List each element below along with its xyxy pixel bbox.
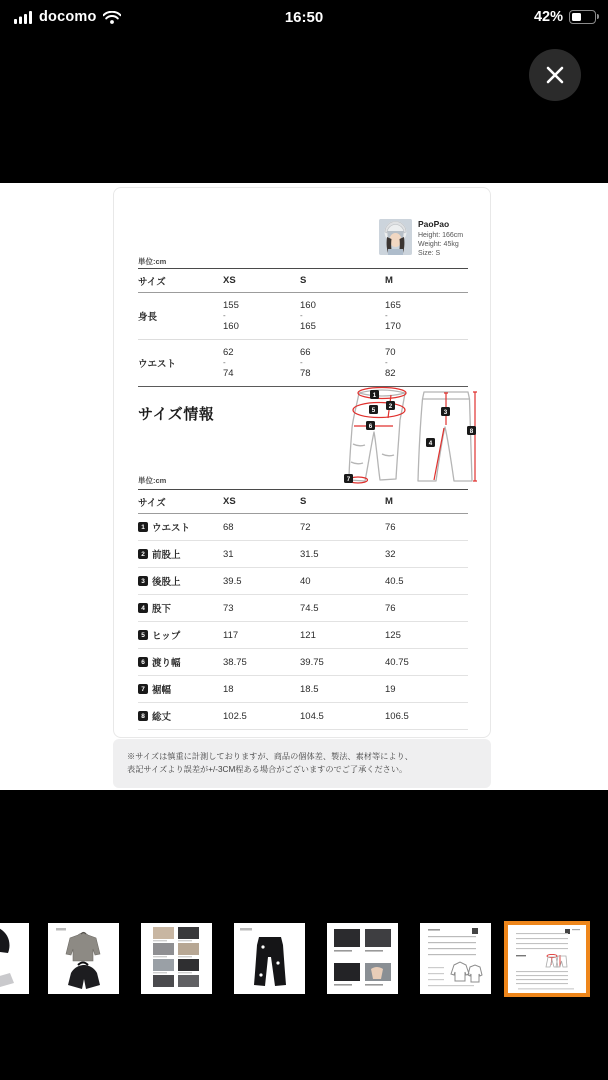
unit-label: 単位:cm	[138, 257, 167, 266]
row-number-badge: 7	[138, 684, 148, 694]
pants-measurement-diagram	[342, 384, 482, 490]
table-row: 3 後股上 39.5 40 40.5	[138, 568, 468, 595]
garment-size-table	[138, 489, 468, 730]
col-size: サイズ	[138, 276, 166, 288]
col-s: S	[300, 496, 307, 507]
carrier-label: docomo	[39, 9, 97, 25]
row-number-badge: 4	[138, 603, 148, 613]
badge-2: 2	[388, 402, 393, 410]
thumbnail-pants-size-chart-selected[interactable]	[504, 921, 590, 997]
table-row: 4 股下 73 74.5 76	[138, 595, 468, 622]
col-s: S	[300, 275, 307, 286]
row-number-badge: 1	[138, 522, 148, 532]
row-number-badge: 5	[138, 630, 148, 640]
thumbnail-detail-grid[interactable]	[327, 923, 398, 994]
badge-1: 1	[372, 391, 377, 399]
thumbnail-fabric-detail-grid[interactable]	[141, 923, 212, 994]
badge-3: 3	[443, 408, 448, 416]
model-size: Size: S	[418, 250, 441, 258]
status-bar	[0, 0, 608, 35]
disclaimer-line-2: 表記サイズより誤差が+/-3CM程ある場合がございますのでご了承ください。	[127, 765, 408, 775]
disclaimer-line-1: ※サイズは慎重に計測しておりますが、商品の個体差、製法、素材等により、	[127, 752, 413, 761]
table-row: 6 渡り幅 38.75 39.75 40.75	[138, 649, 468, 676]
table-row: 1 ウエスト 68 72 76	[138, 514, 468, 541]
row-number-badge: 2	[138, 549, 148, 559]
table-row: 5 ヒップ 117 121 125	[138, 622, 468, 649]
size-info-heading: サイズ情報	[138, 406, 215, 423]
size-chart-card	[113, 187, 491, 738]
table-header-row	[138, 489, 468, 514]
body-size-table	[138, 268, 468, 387]
badge-8: 8	[469, 427, 474, 435]
table-row: 身長 155 - 160 160 - 165 165 - 170	[138, 293, 468, 340]
size-disclaimer	[113, 739, 491, 788]
close-icon	[545, 65, 565, 85]
thumbnail-jacket-size-chart[interactable]	[420, 923, 491, 994]
col-m: M	[385, 275, 393, 286]
product-image-viewer[interactable]	[0, 183, 608, 790]
thumbnail-strip[interactable]	[0, 922, 608, 996]
model-info	[379, 219, 463, 258]
col-size: サイズ	[138, 497, 166, 509]
table-row: ウエスト 62 - 74 66 - 78 70 - 82	[138, 340, 468, 387]
col-xs: XS	[223, 496, 236, 507]
badge-6: 6	[368, 422, 373, 430]
thumbnail-jacket-front-back[interactable]	[48, 923, 119, 994]
col-m: M	[385, 496, 393, 507]
row-number-badge: 3	[138, 576, 148, 586]
table-row: 8 総丈 102.5 104.5 106.5	[138, 703, 468, 730]
unit-label: 単位:cm	[138, 476, 167, 485]
clock: 16:50	[284, 9, 324, 26]
table-row: 7 裾幅 18 18.5 19	[138, 676, 468, 703]
battery-percent: 42%	[533, 9, 563, 25]
table-header-row	[138, 268, 468, 293]
row-number-badge: 8	[138, 711, 148, 721]
model-name: PaoPao	[418, 219, 450, 229]
badge-4: 4	[428, 439, 433, 447]
model-avatar	[379, 219, 412, 255]
table-row: 2 前股上 31 31.5 32	[138, 541, 468, 568]
battery-icon	[569, 10, 596, 25]
row-number-badge: 6	[138, 657, 148, 667]
badge-7: 7	[346, 475, 351, 483]
thumbnail-pants-photo[interactable]	[234, 923, 305, 994]
thumbnail-model-outfit[interactable]	[0, 923, 29, 994]
close-button[interactable]	[529, 49, 581, 101]
model-weight: Weight: 45kg	[418, 241, 459, 249]
col-xs: XS	[223, 275, 236, 286]
model-height: Height: 166cm	[418, 232, 464, 240]
badge-5: 5	[371, 406, 376, 414]
